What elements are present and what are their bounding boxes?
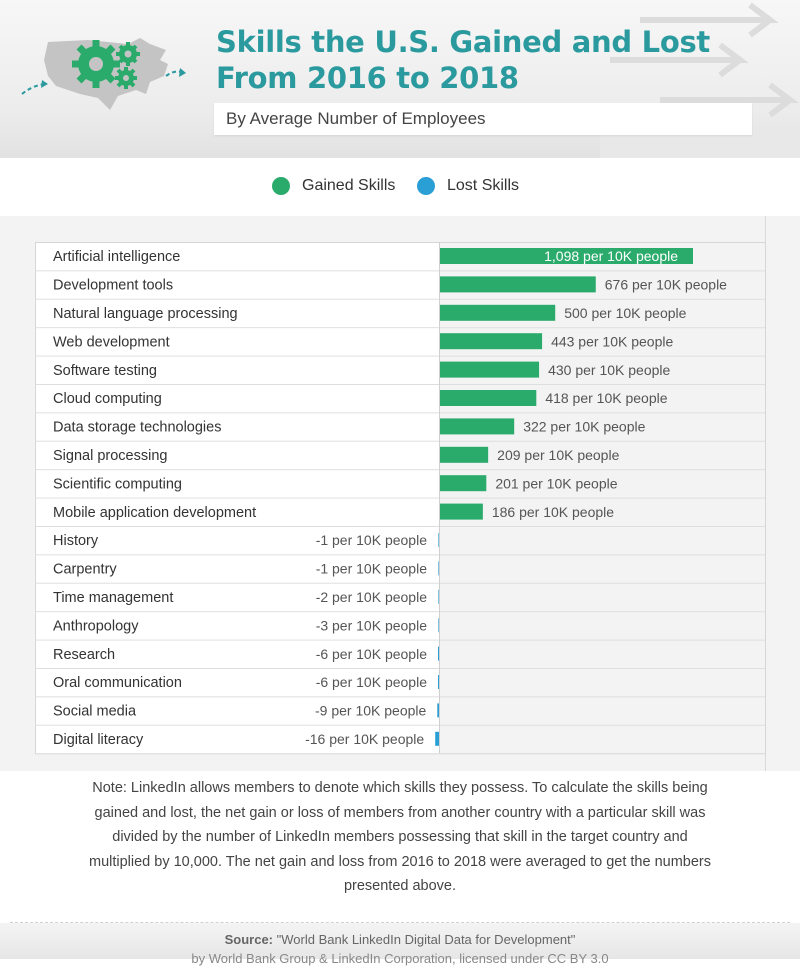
data-label: 1,098 per 10K people — [544, 248, 678, 265]
bar-gained — [440, 305, 555, 321]
title-line-1: Skills the U.S. Gained and Lost — [216, 25, 710, 59]
category-label: Scientific computing — [53, 476, 182, 493]
source-line — [0, 932, 800, 947]
bar-gained — [440, 276, 596, 292]
data-label: -3 per 10K people — [315, 617, 427, 634]
title-line-2: From 2016 to 2018 — [216, 61, 519, 95]
category-label: Web development — [53, 334, 170, 351]
category-label: Signal processing — [53, 448, 168, 464]
data-label: -1 per 10K people — [315, 560, 427, 577]
data-label: 322 per 10K people — [523, 418, 646, 435]
category-label: Software testing — [53, 362, 157, 379]
legend-label-gained: Gained Skills — [302, 177, 396, 194]
bar-gained — [440, 475, 486, 491]
bar-gained — [440, 390, 536, 406]
data-label: 186 per 10K people — [491, 503, 615, 520]
data-label: 443 per 10K people — [551, 333, 674, 350]
data-label: -6 per 10K people — [315, 645, 427, 662]
data-label: 500 per 10K people — [564, 305, 687, 321]
data-label: -9 per 10K people — [314, 702, 427, 719]
category-label: Research — [53, 646, 116, 663]
category-label: Cloud computing — [53, 391, 162, 408]
note-text: Note: LinkedIn allows members to denote which skills they possess. To calculate the skills being gained and lost, the net gain or loss of members from another country with a particular skill was divided by the number of LinkedIn members possessing that skill in the target country and multiplied by 10,000. The net gain and loss from 2016 to 2018 were averaged to get the numbers presented above. — [88, 780, 712, 894]
category-label: Development tools — [53, 277, 174, 294]
data-label: 430 per 10K people — [548, 361, 671, 378]
category-label: Mobile application development — [53, 504, 257, 521]
category-label: Time management — [53, 590, 174, 606]
bar-gained — [440, 418, 514, 434]
data-label: -6 per 10K people — [315, 674, 427, 691]
data-label: -2 per 10K people — [315, 589, 427, 605]
data-label: 418 per 10K people — [545, 390, 668, 407]
category-label: Anthropology — [53, 618, 139, 635]
category-label: Natural language processing — [53, 306, 238, 322]
source-attribution: by World Bank Group & LinkedIn Corporation, licensed under CC BY 3.0 — [191, 951, 609, 966]
bar-gained — [440, 447, 488, 463]
bar-gained — [440, 333, 542, 349]
data-label: 201 per 10K people — [495, 475, 618, 492]
category-label: History — [53, 533, 99, 550]
data-label: -1 per 10K people — [315, 532, 427, 549]
category-label: Social media — [53, 703, 137, 720]
data-label: -16 per 10K people — [305, 731, 425, 747]
legend-label-lost: Lost Skills — [447, 177, 520, 194]
category-label: Digital literacy — [53, 732, 144, 748]
category-label: Data storage technologies — [53, 419, 222, 436]
bar-gained — [440, 504, 483, 520]
bar-gained — [440, 362, 539, 378]
data-label: 209 per 10K people — [497, 447, 620, 463]
category-label: Oral communication — [53, 675, 182, 692]
category-label: Carpentry — [53, 561, 117, 578]
source-text: "World Bank LinkedIn Digital Data for Development" — [276, 932, 576, 947]
subtitle: By Average Number of Employees — [226, 109, 486, 128]
category-label: Artificial intelligence — [53, 249, 181, 266]
data-label: 676 per 10K people — [604, 276, 727, 293]
source-label: Source: — [224, 932, 274, 947]
